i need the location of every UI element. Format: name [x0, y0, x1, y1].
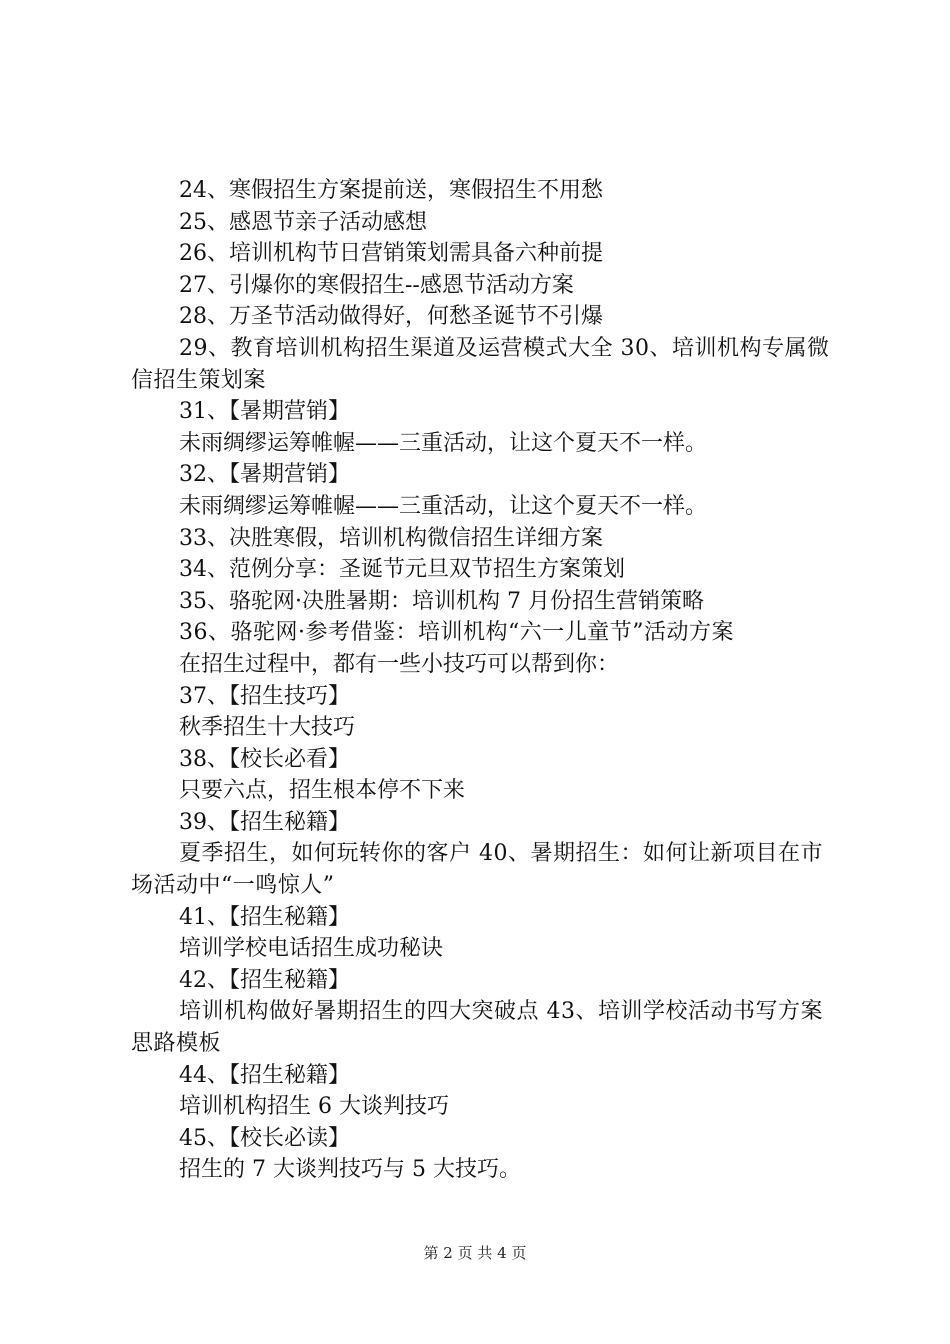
document-line: 培训学校电话招生成功秘诀: [179, 936, 444, 962]
document-line: 32、【暑期营销】: [179, 462, 350, 488]
document-line: 培训机构做好暑期招生的四大突破点 43、培训学校活动书写方案思路模板: [131, 999, 823, 1057]
document-line: 38、【校长必看】: [179, 746, 350, 772]
document-line: 36、骆驼网·参考借鉴：培训机构“六一儿童节”活动方案: [179, 620, 734, 646]
document-line: 培训机构招生 6 大谈判技巧: [179, 1094, 449, 1120]
document-line: 25、感恩节亲子活动感想: [179, 209, 427, 235]
document-line: 28、万圣节活动做得好，何愁圣诞节不引爆: [179, 304, 603, 330]
document-line: 秋季招生十大技巧: [179, 715, 356, 741]
document-line: 33、决胜寒假，培训机构微信招生详细方案: [179, 525, 603, 551]
document-line: 只要六点，招生根本停不下来: [179, 778, 466, 804]
document-line: 26、培训机构节日营销策划需具备六种前提: [179, 241, 603, 267]
document-line: 44、【招生秘籍】: [179, 1062, 350, 1088]
document-line: 37、【招生技巧】: [179, 683, 350, 709]
document-body: [131, 175, 841, 1186]
page-footer: 第 2 页 共 4 页: [423, 1244, 527, 1262]
document-line: 45、【校长必读】: [179, 1125, 350, 1151]
document-line: 夏季招生，如何玩转你的客户 40、暑期招生：如何让新项目在市场活动中“一鸣惊人”: [131, 841, 823, 899]
document-line: 未雨绸缪运筹帷幄——三重活动，让这个夏天不一样。: [179, 430, 708, 456]
document-line: 42、【招生秘籍】: [179, 967, 350, 993]
document-line: 招生的 7 大谈判技巧与 5 大技巧。: [179, 1157, 521, 1183]
document-line: 31、【暑期营销】: [179, 399, 350, 425]
document-line: 29、教育培训机构招生渠道及运营模式大全 30、培训机构专属微信招生策划案: [131, 335, 830, 393]
document-line: 24、寒假招生方案提前送，寒假招生不用愁: [179, 178, 603, 203]
document-line: 39、【招生秘籍】: [179, 809, 350, 835]
document-line: 在招生过程中，都有一些小技巧可以帮到你：: [179, 651, 620, 677]
document-line: 41、【招生秘籍】: [179, 904, 350, 930]
document-line: 35、骆驼网·决胜暑期：培训机构 7 月份招生营销策略: [179, 588, 704, 614]
document-line: 27、引爆你的寒假招生--感恩节活动方案: [179, 272, 574, 298]
document-line: 未雨绸缪运筹帷幄——三重活动，让这个夏天不一样。: [179, 493, 708, 519]
document-line: 34、范例分享：圣诞节元旦双节招生方案策划: [179, 557, 625, 583]
